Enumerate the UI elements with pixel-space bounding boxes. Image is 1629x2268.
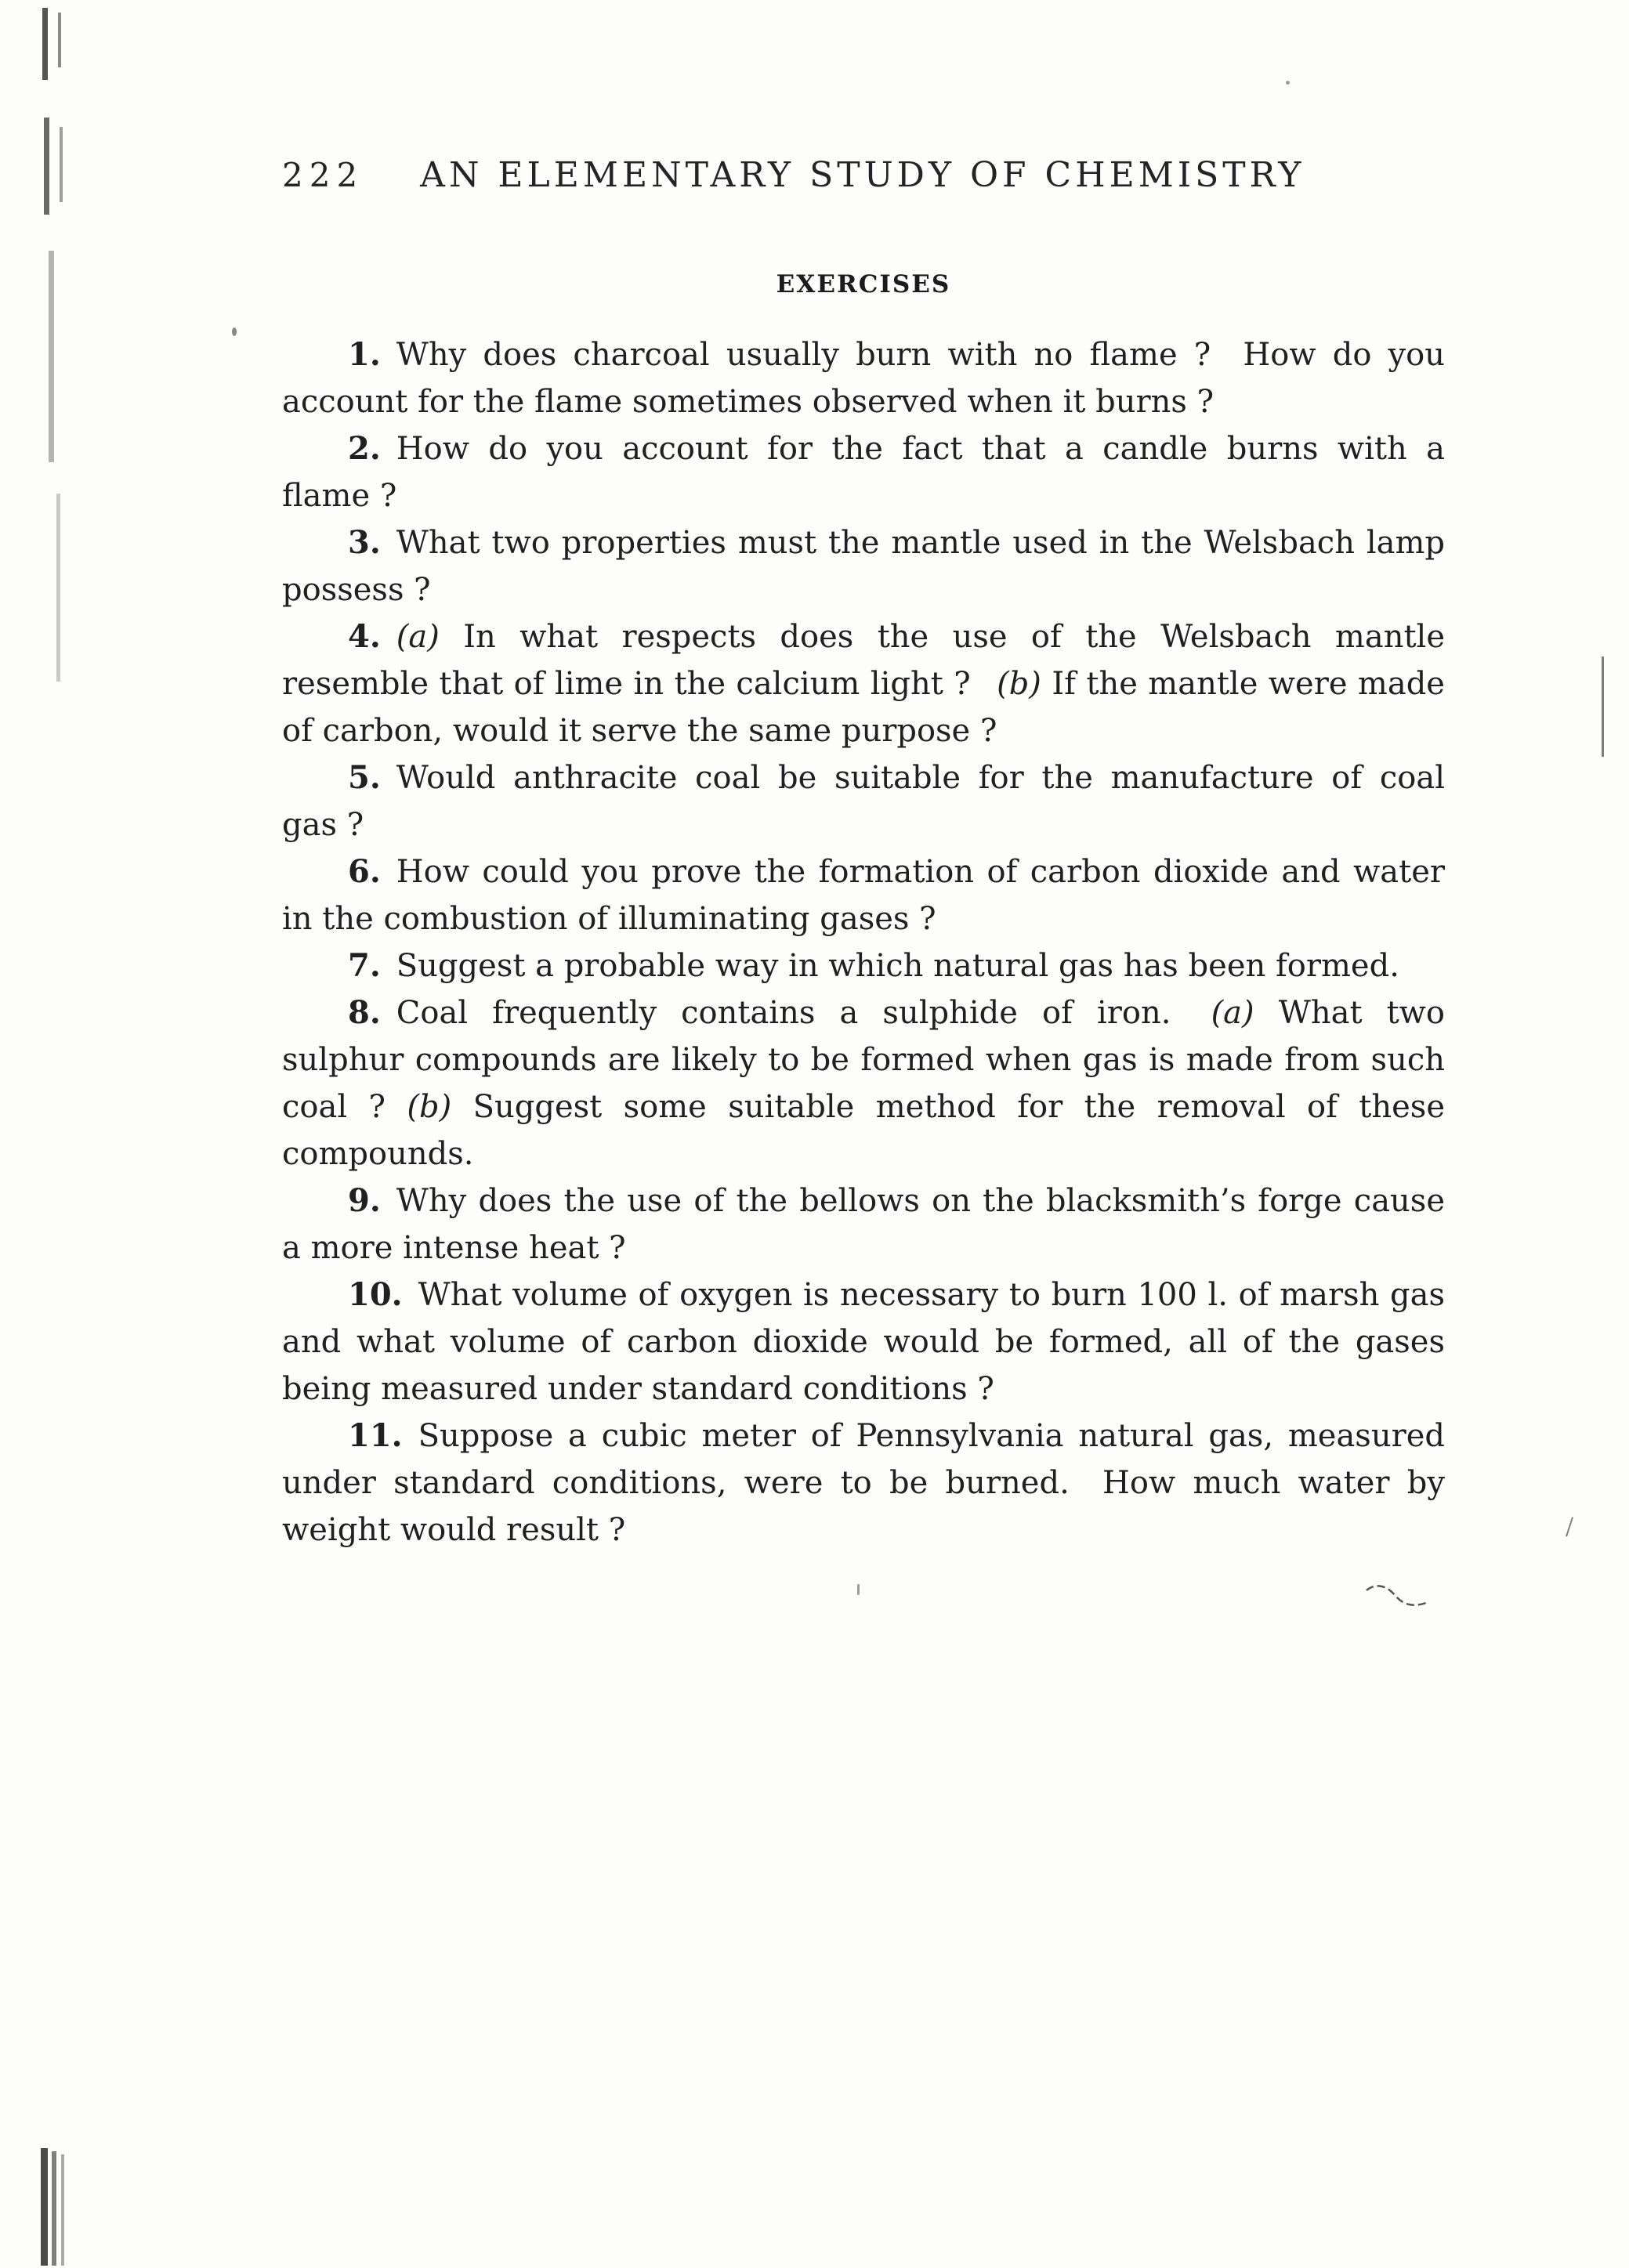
question-text: What two sulphur compounds are likely to be formed when gas is made from such coal ? xyxy=(282,995,1445,1125)
binding-mark-icon xyxy=(56,494,60,682)
question-text: Would anthracite coal be suitable for the manufacture of coal gas ? xyxy=(282,760,1445,843)
scan-speck xyxy=(1286,81,1290,85)
question-text: If the mantle were made of carbon, would it serve the same purpose ? xyxy=(282,666,1445,749)
binding-mark-icon xyxy=(41,2148,48,2266)
question-4 xyxy=(282,613,1445,754)
question-number: 9. xyxy=(348,1182,381,1219)
scan-slash xyxy=(1566,1517,1573,1536)
question-text: How do you account for the fact that a candle burns with a flame ? xyxy=(282,431,1445,514)
question-8 xyxy=(282,989,1445,1177)
page-header xyxy=(282,155,1445,195)
question-2 xyxy=(282,425,1445,519)
page-title: AN ELEMENTARY STUDY OF CHEMISTRY xyxy=(420,155,1305,195)
binding-mark-icon xyxy=(44,118,49,215)
part-label: (a) xyxy=(396,619,440,655)
question-text: Coal frequently contains a sulphide of iron. xyxy=(380,995,1211,1031)
binding-mark-icon xyxy=(60,127,63,202)
question-10 xyxy=(282,1271,1445,1413)
binding-mark-icon xyxy=(49,251,54,462)
part-label: (a) xyxy=(1211,995,1254,1031)
question-text: Why does the use of the bellows on the blacksmith’s forge cause a more intense heat ? xyxy=(282,1183,1445,1266)
edge-line xyxy=(1602,657,1604,757)
binding-mark-icon xyxy=(52,2151,56,2266)
question-text: Why does charcoal usually burn with no flame ? How do you account for the flame sometimes observed when it burns ? xyxy=(282,337,1445,420)
question-number: 6. xyxy=(348,853,381,890)
question-number: 8. xyxy=(348,994,381,1031)
page-number: 222 xyxy=(282,156,364,194)
scan-squiggle xyxy=(1363,1581,1434,1612)
question-text: Suggest some suitable method for the removal of these compounds. xyxy=(282,1089,1445,1172)
page-content xyxy=(282,155,1445,1554)
part-label: (b) xyxy=(407,1089,452,1125)
question-text: What two properties must the mantle used in the Welsbach lamp possess ? xyxy=(282,525,1445,608)
part-label: (b) xyxy=(997,666,1041,702)
question-number: 4. xyxy=(348,618,381,655)
section-heading: EXERCISES xyxy=(776,270,951,298)
question-text: How could you prove the formation of carbon dioxide and water in the combustion of illuminating gases ? xyxy=(282,854,1445,937)
question-3 xyxy=(282,519,1445,613)
exercise-list xyxy=(282,331,1445,1554)
binding-mark-icon xyxy=(58,13,61,67)
question-number: 10. xyxy=(348,1276,403,1313)
question-6 xyxy=(282,848,1445,942)
question-number: 5. xyxy=(348,759,381,796)
question-text: In what respects does the use of the Welsbach mantle resemble that of lime in the calcium light ? xyxy=(282,619,1445,702)
scan-speck xyxy=(232,327,237,336)
binding-mark-icon xyxy=(42,8,48,80)
binding-mark-icon xyxy=(61,2154,64,2266)
question-7 xyxy=(282,942,1445,989)
question-text: Suppose a cubic meter of Pennsylvania natural gas, measured under standard conditions, were to be burned. How much water by weight would result ? xyxy=(282,1418,1445,1548)
question-text xyxy=(381,619,396,655)
question-11 xyxy=(282,1413,1445,1554)
question-number: 3. xyxy=(348,524,381,561)
question-number: 1. xyxy=(348,336,381,373)
question-1 xyxy=(282,331,1445,425)
question-number: 11. xyxy=(348,1417,403,1454)
question-number: 7. xyxy=(348,947,381,984)
question-text: Suggest a probable way in which natural gas has been formed. xyxy=(380,948,1399,984)
question-5 xyxy=(282,754,1445,848)
scan-speck xyxy=(857,1584,860,1595)
question-text: What volume of oxygen is necessary to burn 100 l. of marsh gas and what volume of carbon dioxide would be formed, all of the gases being measured under standard conditions ? xyxy=(282,1277,1445,1407)
question-9 xyxy=(282,1177,1445,1271)
question-number: 2. xyxy=(348,430,381,467)
